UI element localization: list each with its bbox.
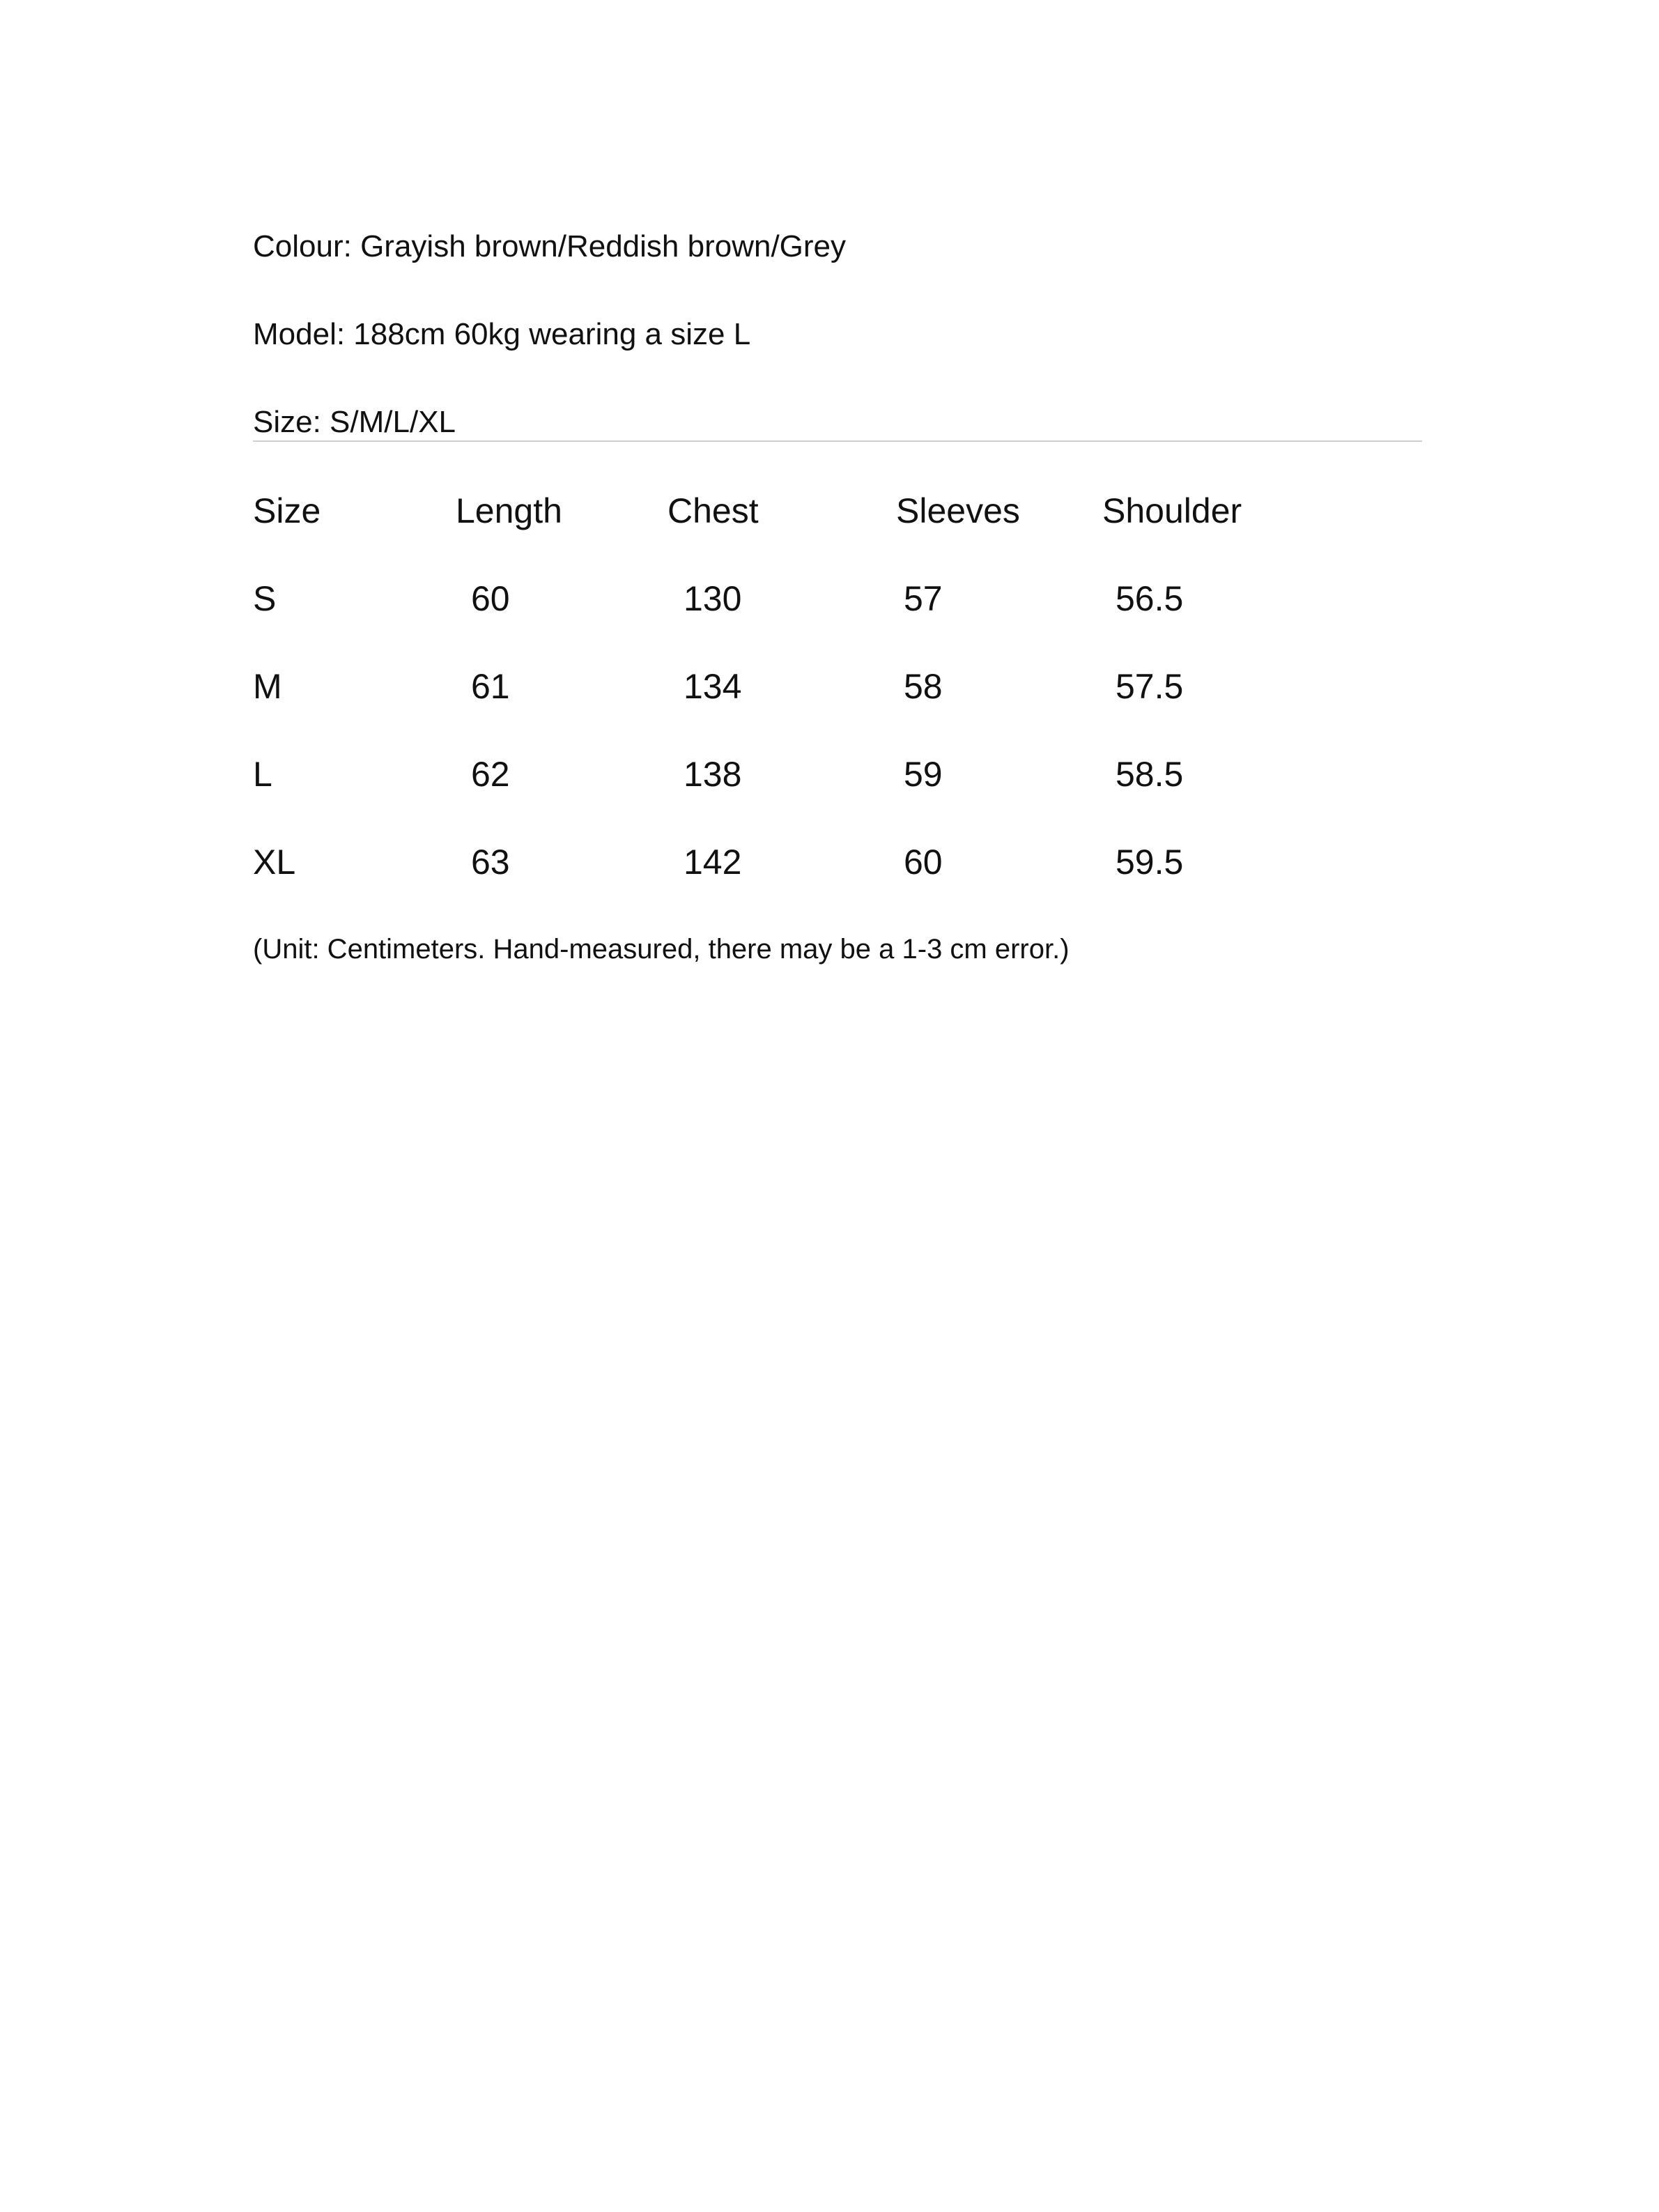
header-sleeves: Sleeves: [896, 491, 1020, 530]
header-size: Size: [253, 491, 321, 530]
divider-line: [253, 440, 1422, 442]
cell-sleeves: 57: [904, 579, 943, 618]
measurement-note: (Unit: Centimeters. Hand-measured, there may be a 1-3 cm error.): [253, 934, 1070, 965]
cell-chest: 130: [684, 579, 742, 618]
cell-sleeves: 59: [904, 755, 943, 794]
cell-chest: 142: [684, 843, 742, 882]
cell-chest: 138: [684, 755, 742, 794]
cell-chest: 134: [684, 667, 742, 706]
cell-size: S: [253, 579, 277, 618]
colour-info: Colour: Grayish brown/Reddish brown/Grey: [253, 229, 847, 263]
cell-size: L: [253, 755, 272, 794]
cell-length: 61: [471, 667, 510, 706]
header-shoulder: Shoulder: [1102, 491, 1242, 530]
model-info: Model: 188cm 60kg wearing a size L: [253, 317, 751, 351]
cell-shoulder: 57.5: [1116, 667, 1184, 706]
header-length: Length: [456, 491, 562, 530]
cell-size: M: [253, 667, 282, 706]
cell-shoulder: 56.5: [1116, 579, 1184, 618]
cell-sleeves: 60: [904, 843, 943, 882]
cell-length: 62: [471, 755, 510, 794]
cell-shoulder: 58.5: [1116, 755, 1184, 794]
size-options-info: Size: S/M/L/XL: [253, 405, 456, 439]
cell-size: XL: [253, 843, 296, 882]
cell-length: 60: [471, 579, 510, 618]
cell-shoulder: 59.5: [1116, 843, 1184, 882]
cell-length: 63: [471, 843, 510, 882]
header-chest: Chest: [668, 491, 759, 530]
cell-sleeves: 58: [904, 667, 943, 706]
